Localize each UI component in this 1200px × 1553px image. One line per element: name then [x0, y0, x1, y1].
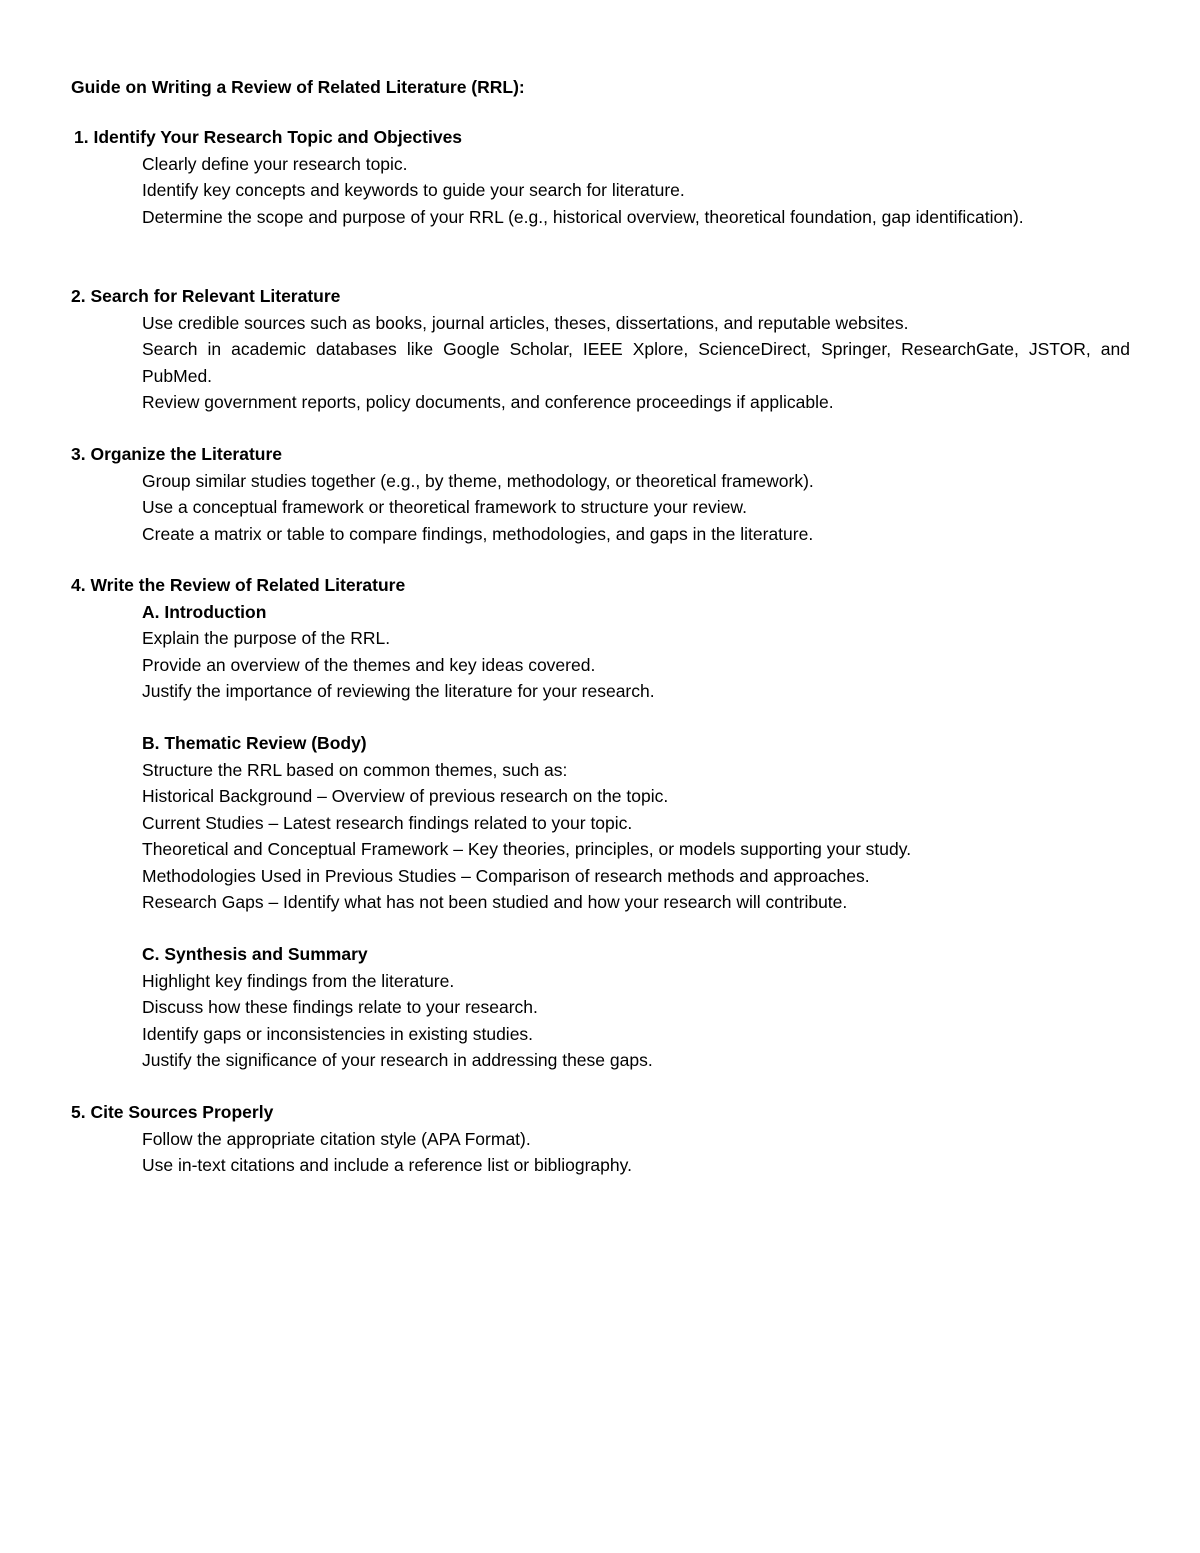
section-heading: 3. Organize the Literature [71, 444, 283, 464]
list-item: Group similar studies together (e.g., by theme, methodology, or theoretical framework). [142, 470, 814, 491]
list-item: Current Studies – Latest research findings related to your topic. [142, 812, 633, 833]
list-item: Historical Background – Overview of previous research on the topic. [142, 786, 669, 806]
section-heading: 2. Search for Relevant Literature [71, 286, 341, 306]
list-item: Structure the RRL based on common themes, such as: [142, 759, 568, 780]
subsection-heading-introduction: A. Introduction [142, 601, 267, 622]
list-item: Search in academic databases like Google Scholar, IEEE Xplore, ScienceDirect, Springer, ResearchGate, JSTOR, and PubMed. [142, 339, 1130, 386]
list-item: Highlight key findings from the literature. [142, 970, 455, 991]
list-item: Identify key concepts and keywords to guide your search for literature. [142, 180, 685, 200]
section-heading: 1. Identify Your Research Topic and Objectives [74, 127, 463, 147]
subsection-heading-thematic-review: B. Thematic Review (Body) [142, 733, 367, 753]
subsection-thematic-review [0, 730, 1200, 916]
list-item: Research Gaps – Identify what has not been studied and how your research will contribute. [142, 892, 848, 912]
list-item: Discuss how these findings relate to your research. [142, 997, 538, 1017]
list-item: Justify the importance of reviewing the literature for your research. [142, 681, 655, 701]
list-item: Use in-text citations and include a reference list or bibliography. [142, 1155, 632, 1175]
list-item: Methodologies Used in Previous Studies – Comparison of research methods and approaches. [142, 865, 870, 886]
list-item: Explain the purpose of the RRL. [142, 628, 391, 648]
section-identify-topic [0, 124, 1200, 230]
section-heading: 5. Cite Sources Properly [71, 1102, 274, 1122]
list-item: Theoretical and Conceptual Framework – Key theories, principles, or models supporting your study. [142, 839, 912, 859]
list-item: Review government reports, policy documents, and conference proceedings if applicable. [142, 392, 834, 412]
list-item: Follow the appropriate citation style (APA Format). [142, 1128, 531, 1149]
section-write-review [0, 572, 1200, 705]
list-item: Clearly define your research topic. [142, 153, 408, 174]
list-item: Provide an overview of the themes and key ideas covered. [142, 654, 596, 675]
section-cite-sources [0, 1099, 1200, 1179]
document-title: Guide on Writing a Review of Related Literature (RRL): [71, 77, 525, 97]
list-item: Justify the significance of your research in addressing these gaps. [142, 1050, 653, 1070]
list-item: Determine the scope and purpose of your RRL (e.g., historical overview, theoretical foundation, gap identification). [142, 206, 1024, 227]
list-item: Create a matrix or table to compare findings, methodologies, and gaps in the literature. [142, 523, 814, 544]
list-item: Use credible sources such as books, journal articles, theses, dissertations, and reputable websites. [142, 312, 909, 333]
section-heading: 4. Write the Review of Related Literature [71, 575, 406, 595]
list-item: Identify gaps or inconsistencies in existing studies. [142, 1023, 534, 1044]
section-search-literature [0, 283, 1200, 416]
subsection-heading-synthesis: C. Synthesis and Summary [142, 944, 368, 964]
list-item: Use a conceptual framework or theoretical framework to structure your review. [142, 497, 747, 517]
section-organize-literature [0, 441, 1200, 547]
subsection-synthesis-summary [0, 941, 1200, 1074]
